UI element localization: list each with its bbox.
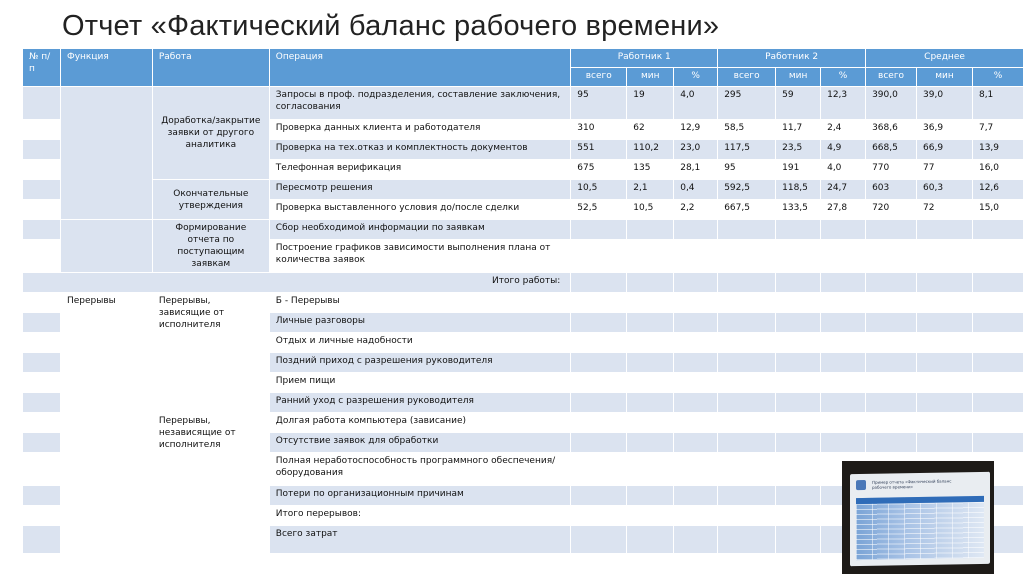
num-cell (23, 433, 61, 453)
operation-cell: Прием пищи (269, 373, 571, 393)
operation-cell: Запросы в проф. подразделения, составление заключения, согласования (269, 87, 571, 120)
value-cell: 12,6 (972, 180, 1023, 200)
num-cell (23, 413, 61, 433)
num-cell (23, 87, 61, 120)
value-cell: 117,5 (718, 140, 776, 160)
page-title: Отчет «Фактический баланс рабочего времени» (62, 10, 720, 42)
work-cell: Формирование отчета по поступающим заявкам (152, 220, 269, 273)
num-cell (23, 313, 61, 333)
num-cell (23, 160, 61, 180)
header-sub: мин (917, 68, 973, 87)
value-cell: 368,6 (866, 120, 917, 140)
value-cell: 23,5 (776, 140, 821, 160)
operation-cell: Личные разговоры (269, 313, 571, 333)
operation-cell: Сбор необходимой информации по заявкам (269, 220, 571, 240)
work-cell (152, 506, 269, 554)
value-cell: 58,5 (718, 120, 776, 140)
header-sub: % (821, 68, 866, 87)
value-cell: 77 (917, 160, 973, 180)
value-cell: 23,0 (674, 140, 718, 160)
header-sub: % (674, 68, 718, 87)
header-sub: мин (776, 68, 821, 87)
value-cell: 720 (866, 200, 917, 220)
work-cell: Доработка/закрытие заявки от другого аналитика (152, 87, 269, 180)
function-cell (60, 220, 152, 273)
header-sub: % (972, 68, 1023, 87)
value-cell: 310 (571, 120, 627, 140)
num-cell (23, 526, 61, 554)
value-cell: 19 (627, 87, 674, 120)
value-cell: 2,4 (821, 120, 866, 140)
report-photo (842, 461, 994, 574)
num-cell (23, 506, 61, 526)
table-row (23, 413, 1024, 433)
operation-cell: Телефонная верификация (269, 160, 571, 180)
operation-cell: Полная неработоспособность программного обеспечения/оборудования (269, 453, 571, 486)
header-worker-1: Работник 1 (571, 49, 718, 68)
value-cell: 551 (571, 140, 627, 160)
operation-cell: Потери по организационным причинам (269, 486, 571, 506)
value-cell: 10,5 (627, 200, 674, 220)
value-cell: 12,3 (821, 87, 866, 120)
num-cell (23, 120, 61, 140)
monitor-screen (850, 472, 990, 566)
photo-table-image (856, 496, 984, 560)
value-cell: 4,9 (821, 140, 866, 160)
value-cell: 295 (718, 87, 776, 120)
value-cell: 15,0 (972, 200, 1023, 220)
num-cell (23, 486, 61, 506)
photo-caption: Пример отчета «Фактический баланс рабочего времени» (872, 478, 952, 490)
value-cell: 133,5 (776, 200, 821, 220)
header-sub: всего (571, 68, 627, 87)
num-cell (23, 453, 61, 486)
value-cell: 4,0 (821, 160, 866, 180)
value-cell: 52,5 (571, 200, 627, 220)
num-cell (23, 393, 61, 413)
table-row (23, 220, 1024, 240)
operation-cell: Построение графиков зависимости выполнения плана от количества заявок (269, 240, 571, 273)
total-work-label: Итого работы: (23, 273, 571, 293)
value-cell: 2,1 (627, 180, 674, 200)
num-cell (23, 200, 61, 220)
operation-cell: Проверка данных клиента и работодателя (269, 120, 571, 140)
value-cell: 27,8 (821, 200, 866, 220)
value-cell: 13,9 (972, 140, 1023, 160)
header-sub: мин (627, 68, 674, 87)
operation-cell: Отсутствие заявок для обработки (269, 433, 571, 453)
work-cell: Перерывы, независящие от исполнителя (152, 413, 269, 506)
value-cell: 16,0 (972, 160, 1023, 180)
value-cell: 95 (718, 160, 776, 180)
value-cell: 603 (866, 180, 917, 200)
value-cell: 135 (627, 160, 674, 180)
value-cell: 24,7 (821, 180, 866, 200)
num-cell (23, 240, 61, 273)
value-cell: 36,9 (917, 120, 973, 140)
work-cell: Перерывы, зависящие от исполнителя (152, 293, 269, 413)
operation-cell: Долгая работа компьютера (зависание) (269, 413, 571, 433)
function-cell: Перерывы (60, 293, 152, 554)
value-cell: 8,1 (972, 87, 1023, 120)
num-cell (23, 333, 61, 353)
value-cell: 118,5 (776, 180, 821, 200)
value-cell: 668,5 (866, 140, 917, 160)
header-average: Среднее (866, 49, 1024, 68)
table-row (23, 273, 1024, 293)
value-cell: 60,3 (917, 180, 973, 200)
operation-cell: Ранний уход с разрешения руководителя (269, 393, 571, 413)
value-cell: 62 (627, 120, 674, 140)
value-cell: 95 (571, 87, 627, 120)
logo-icon (856, 480, 866, 490)
operation-cell: Поздний приход с разрешения руководителя (269, 353, 571, 373)
value-cell: 0,4 (674, 180, 718, 200)
operation-cell: Б - Перерывы (269, 293, 571, 313)
operation-cell: Проверка выставленного условия до/после сделки (269, 200, 571, 220)
num-cell (23, 353, 61, 373)
num-cell (23, 220, 61, 240)
value-cell: 390,0 (866, 87, 917, 120)
header-sub: всего (718, 68, 776, 87)
value-cell: 72 (917, 200, 973, 220)
value-cell: 191 (776, 160, 821, 180)
num-cell (23, 180, 61, 200)
value-cell: 675 (571, 160, 627, 180)
value-cell: 2,2 (674, 200, 718, 220)
header-num: № п/п (23, 49, 61, 87)
value-cell: 110,2 (627, 140, 674, 160)
table-row (23, 180, 1024, 200)
operation-cell: Пересмотр решения (269, 180, 571, 200)
operation-cell: Проверка на тех.отказ и комплектность документов (269, 140, 571, 160)
header-work: Работа (152, 49, 269, 87)
operation-cell: Отдых и личные надобности (269, 333, 571, 353)
value-cell: 11,7 (776, 120, 821, 140)
function-cell (60, 87, 152, 220)
num-cell (23, 140, 61, 160)
value-cell: 59 (776, 87, 821, 120)
header-operation: Операция (269, 49, 571, 87)
value-cell: 667,5 (718, 200, 776, 220)
operation-cell: Всего затрат (269, 526, 571, 554)
value-cell: 66,9 (917, 140, 973, 160)
num-cell (23, 373, 61, 393)
header-function: Функция (60, 49, 152, 87)
value-cell: 28,1 (674, 160, 718, 180)
value-cell: 7,7 (972, 120, 1023, 140)
value-cell: 39,0 (917, 87, 973, 120)
operation-cell: Итого перерывов: (269, 506, 571, 526)
value-cell: 770 (866, 160, 917, 180)
value-cell: 10,5 (571, 180, 627, 200)
num-cell (23, 293, 61, 313)
value-cell: 12,9 (674, 120, 718, 140)
table-row (23, 293, 1024, 313)
work-cell: Окончательные утверждения (152, 180, 269, 220)
header-sub: всего (866, 68, 917, 87)
value-cell: 592,5 (718, 180, 776, 200)
table-row (23, 87, 1024, 120)
header-worker-2: Работник 2 (718, 49, 866, 68)
value-cell: 4,0 (674, 87, 718, 120)
